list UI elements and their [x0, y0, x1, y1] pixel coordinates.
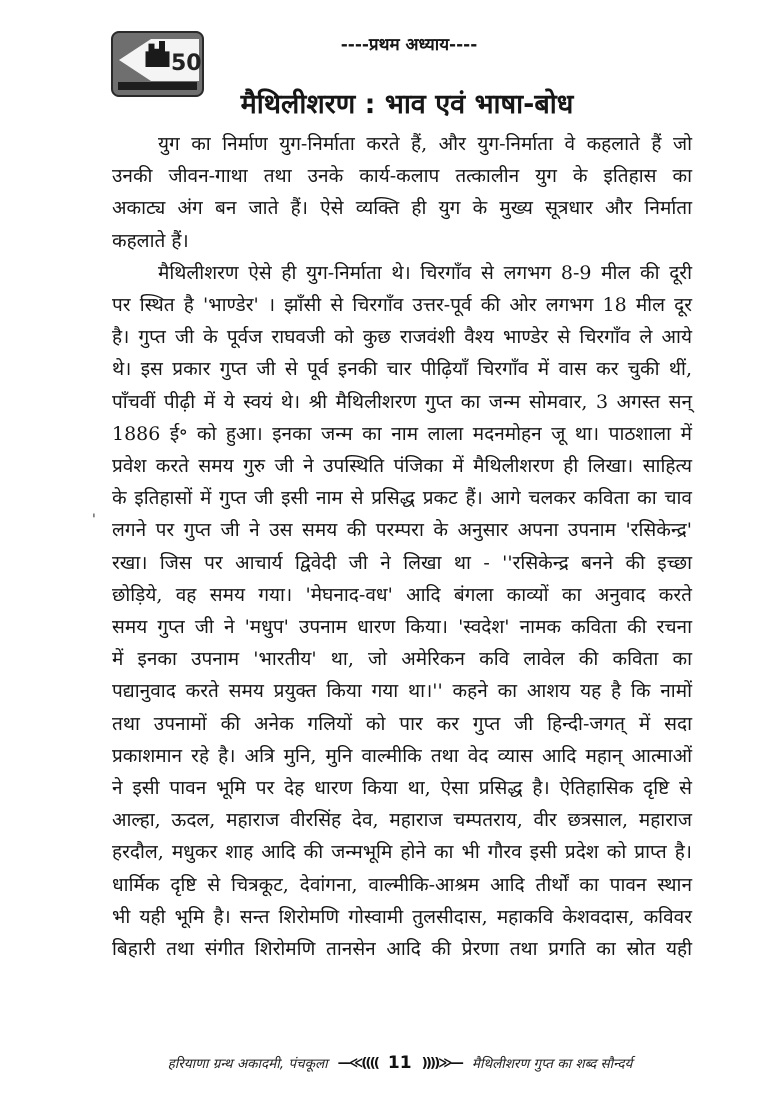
text-line: रखा। जिस पर आचार्य द्विवेदी जी ने लिखा था - ''रसिकेन्द्र बनने की इच्छा: [112, 551, 692, 574]
text-line: समय गुप्त जी ने 'मधुप' उपनाम धारण किया। 'स्वदेश' नामक कविता की रचना: [112, 616, 692, 639]
text-line: पद्यानुवाद करते समय प्रयुक्त किया गया था।'' कहने का आशय यह है कि नामों: [112, 680, 692, 703]
footer-publisher: हरियाणा ग्रन्थ अकादमी, पंचकूला: [167, 1056, 328, 1072]
text-line: पाँचवीं पीढ़ी में ये स्वयं थे। श्री मैथिलीशरण गुप्त का जन्म सोमवार, 3 अगस्त सन्: [112, 390, 692, 413]
text-line: 1886 ई॰ को हुआ। इनका जन्म का नाम लाला मदनमोहन जू था। पाठशाला में: [112, 422, 692, 445]
text-line: के इतिहासों में गुप्त जी इसी नाम से प्रसिद्ध प्रकट हैं। आगे चलकर कविता का चाव: [112, 487, 692, 510]
page-number: 11: [387, 1053, 412, 1073]
text-line: लगने पर गुप्त जी ने उस समय की परम्परा के अनुसार अपना उपनाम 'रसिकेन्द्र': [112, 519, 692, 542]
page-footer: [0, 1053, 780, 1073]
text-line: में इनका उपनाम 'भारतीय' था, जो अमेरिकन कवि लावेल की कविता का: [112, 648, 692, 671]
text-line: प्रवेश करते समय गुरु जी ने उपस्थिति पंजिका में मैथिलीशरण ही लिखा। साहित्य: [112, 455, 692, 478]
text-line: धार्मिक दृष्टि से चित्रकूट, देवांगना, वाल्मीकि-आश्रम आदि तीर्थों का पावन स्थान: [112, 873, 692, 896]
margin-mark: ': [92, 512, 96, 528]
text-line: छोड़िये, वह समय गया। 'मेघनाद-वध' आदि बंगला काव्यों का अनुवाद करते: [112, 583, 692, 606]
text-line: युग का निर्माण युग-निर्माता करते हैं, और युग-निर्माता वे कहलाते हैं जो: [158, 133, 692, 155]
text-line: ने इसी पावन भूमि पर देह धारण किया था, ऐसा प्रसिद्ध है। ऐतिहासिक दृष्टि से: [112, 777, 692, 800]
text-line: कहलाते हैं।: [112, 229, 189, 252]
text-line: थे। इस प्रकार गुप्त जी से पूर्व इनकी चार पीढ़ियाँ चिरगाँव में वास कर चुकी थीं,: [112, 358, 692, 381]
text-line: भी यही भूमि है। सन्त शिरोमणि गोस्वामी तुलसीदास, महाकवि केशवदास, कविवर: [112, 905, 692, 928]
text-line: पर स्थित है 'भाण्डेर' । झाँसी से चिरगाँव उत्तर-पूर्व की ओर लगभग 18 मील दूर: [112, 294, 692, 317]
footer-book-title: मैथिलीशरण गुप्त का शब्द सौन्दर्य: [471, 1056, 633, 1072]
text-line: तथा उपनामों की अनेक गलियों को पार कर गुप्त जी हिन्दी-जगत् में सदा: [112, 712, 692, 735]
text-line: है। गुप्त जी के पूर्वज राघवजी को कुछ राजवंशी वैश्य भाण्डेर से चिरगाँव ले आये: [112, 326, 692, 349]
body-text: [112, 128, 692, 965]
text-line: अकाट्य अंग बन जाते हैं। ऐसे व्यक्ति ही युग के मुख्य सूत्रधार और निर्माता: [112, 197, 692, 220]
logo-anniversary-mark: 50: [171, 51, 202, 76]
ornament-right-icon: ))))≫—: [421, 1055, 462, 1071]
page-title: मैथिलीशरण : भाव एवं भाषा-बोध: [240, 89, 574, 120]
text-line: आल्हा, ऊदल, महाराज वीरसिंह देव, महाराज चम्पतराय, वीर छत्रसाल, महाराज: [112, 809, 692, 832]
text-line: उनकी जीवन-गाथा तथा उनके कार्य-कलाप तत्कालीन युग के इतिहास का: [112, 165, 692, 188]
text-line: प्रकाशमान रहे है। अत्रि मुनि, मुनि वाल्मीकि तथा वेद व्यास आदि महान् आत्माओं: [112, 744, 692, 767]
chapter-heading: ----प्रथम अध्याय----: [340, 35, 478, 55]
text-line: मैथिलीशरण ऐसे ही युग-निर्माता थे। चिरगाँव से लगभग 8-9 मील की दूरी: [158, 261, 692, 284]
text-line: बिहारी तथा संगीत शिरोमणि तानसेन आदि की प्रेरणा तथा प्रगति का स्रोत यही: [112, 938, 692, 961]
ornament-left-icon: —≪((((: [337, 1055, 378, 1071]
text-line: हरदौल, मधुकर शाह आदि की जन्मभूमि होने का भी गौरव इसी प्रदेश को प्राप्त है।: [112, 841, 692, 864]
